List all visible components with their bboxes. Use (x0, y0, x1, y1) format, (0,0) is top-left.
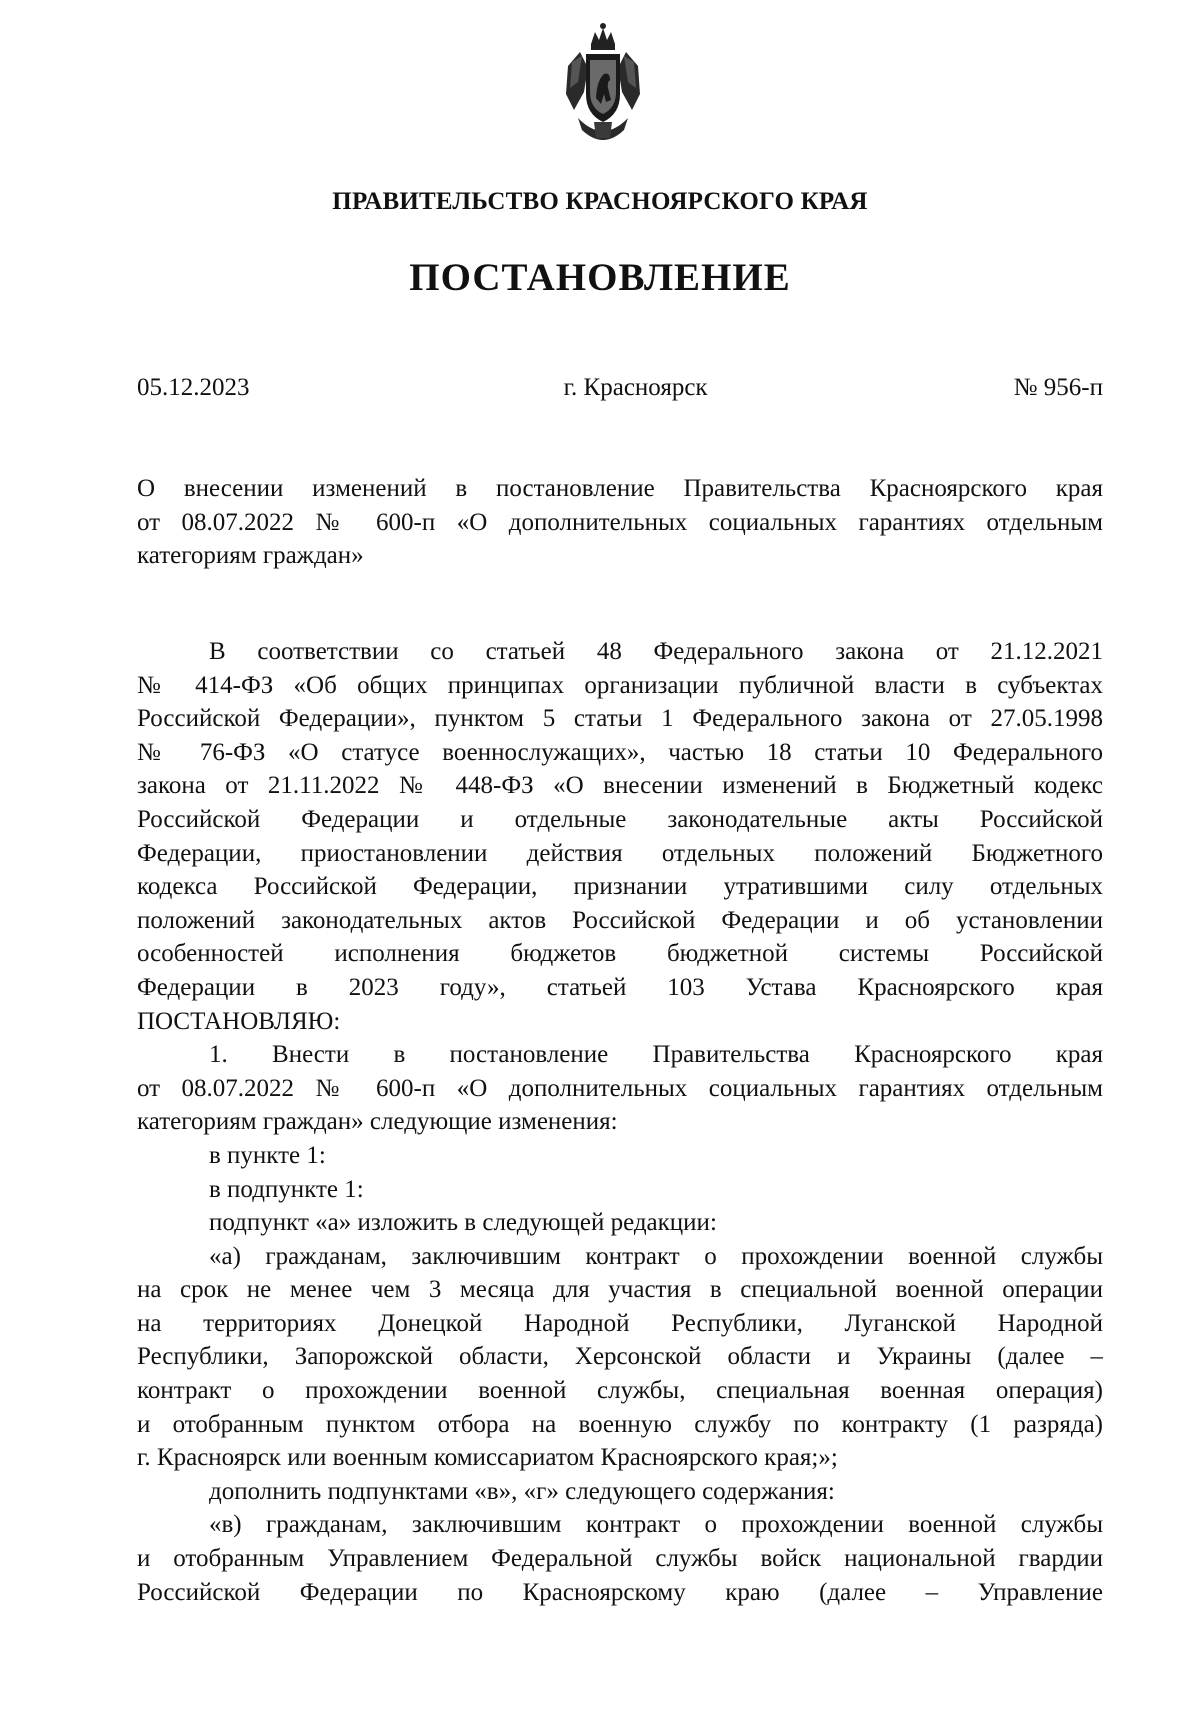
body-line: Федерации в 2023 году», статьей 103 Устава Красноярского края (137, 973, 1103, 1001)
body-line: № 414-ФЗ «Об общих принципах организации публичной власти в субъектах (137, 671, 1103, 699)
body-line: Российской Федерации по Красноярскому краю (далее – Управление (137, 1578, 1103, 1606)
body-line: категориям граждан» следующие изменения: (137, 1108, 618, 1136)
body-line: Федерации, приостановлении действия отдельных положений Бюджетного (137, 839, 1103, 867)
body-line: Российской Федерации и отдельные законодательные акты Российской (137, 805, 1103, 833)
document-type-title: ПОСТАНОВЛЕНИЕ (409, 256, 791, 299)
body-line: Российской Федерации», пунктом 5 статьи 1 Федерального закона от 27.05.1998 (137, 705, 1103, 733)
document-date: 05.12.2023 (137, 374, 250, 401)
resolution-keyword: ПОСТАНОВЛЯЮ: (137, 1007, 341, 1035)
subject-line: О внесении изменений в постановление Правительства Красноярского края (137, 475, 1103, 502)
body-line: г. Красноярск или военным комиссариатом Красноярского края;»; (137, 1444, 838, 1472)
document-subject (137, 472, 1103, 573)
body-line: Республики, Запорожской области, Херсонской области и Украины (далее – (137, 1343, 1103, 1371)
document-meta-row (137, 374, 1103, 402)
document-city: г. Красноярск (563, 374, 708, 401)
organization-name: ПРАВИТЕЛЬСТВО КРАСНОЯРСКОГО КРАЯ (332, 188, 868, 215)
body-line: закона от 21.11.2022 № 448-ФЗ «О внесении изменений в Бюджетный кодекс (137, 772, 1103, 800)
body-line: «в) гражданам, заключившим контракт о прохождении военной службы (209, 1511, 1103, 1539)
body-line: особенностей исполнения бюджетов бюджетной системы Российской (137, 940, 1103, 968)
coat-of-arms-emblem-icon (564, 22, 642, 150)
document-body (137, 635, 1103, 1609)
body-line: 1. Внести в постановление Правительства Красноярского края (209, 1041, 1103, 1069)
subject-line: от 08.07.2022 № 600-п «О дополнительных социальных гарантиях отдельным (137, 508, 1103, 536)
body-line: дополнить подпунктами «в», «г» следующего содержания: (209, 1477, 835, 1505)
body-line: кодекса Российской Федерации, признании утратившими силу отдельных (137, 873, 1103, 901)
body-line: и отобранным пунктом отбора на военную службу по контракту (1 разряда) (137, 1410, 1103, 1438)
body-line: в пункте 1: (209, 1141, 326, 1169)
body-line: и отобранным Управлением Федеральной службы войск национальной гвардии (137, 1545, 1103, 1573)
body-line: № 76-ФЗ «О статусе военнослужащих», частью 18 статьи 10 Федерального (137, 738, 1103, 766)
document-number: № 956-п (1013, 374, 1103, 401)
body-line: подпункт «а» изложить в следующей редакции: (209, 1209, 717, 1237)
body-line: на срок не менее чем 3 месяца для участия в специальной военной операции (137, 1276, 1103, 1304)
body-line: контракт о прохождении военной службы, специальная военная операция) (137, 1377, 1103, 1405)
body-line: в подпункте 1: (209, 1175, 364, 1203)
body-line: положений законодательных актов Российской Федерации и об установлении (137, 906, 1103, 934)
body-line: «а) гражданам, заключившим контракт о прохождении военной службы (209, 1242, 1103, 1270)
body-line: на территориях Донецкой Народной Республики, Луганской Народной (137, 1309, 1103, 1337)
subject-line: категориям граждан» (137, 542, 364, 570)
body-line: от 08.07.2022 № 600-п «О дополнительных социальных гарантиях отдельным (137, 1074, 1103, 1102)
body-line: В соответствии со статьей 48 Федерального закона от 21.12.2021 (209, 638, 1103, 665)
